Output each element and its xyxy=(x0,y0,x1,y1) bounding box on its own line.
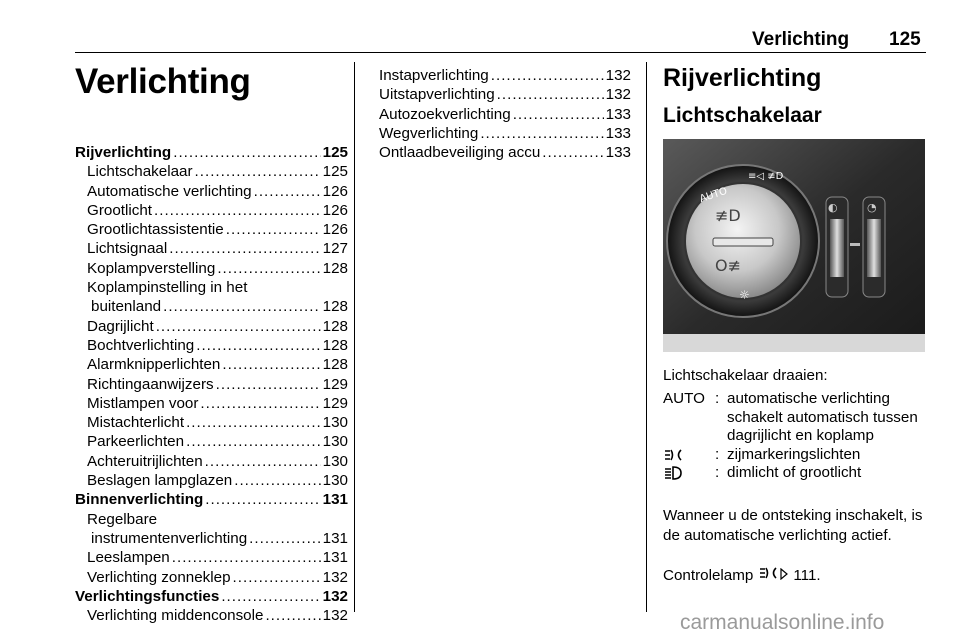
toc-entry-label: Koplampinstelling in het xyxy=(87,279,248,297)
toc-entry-page: 130 xyxy=(322,433,348,451)
toc-entry-label: instrumentenverlichting xyxy=(91,529,248,547)
toc-leader-dots xyxy=(234,471,320,490)
toc-entry-page: 133 xyxy=(605,144,631,162)
toc-entry[interactable] xyxy=(75,471,348,490)
toc-entry-label: Grootlichtassistentie xyxy=(87,221,224,239)
toc-entry-page: 132 xyxy=(322,607,348,625)
toc-entry[interactable] xyxy=(75,355,348,374)
headlight-icon xyxy=(663,464,715,483)
definition-term: AUTO xyxy=(663,390,705,407)
toc-entry-page: 130 xyxy=(322,472,348,490)
toc-entry-page: 128 xyxy=(322,298,348,316)
page-number: 125 xyxy=(889,29,921,50)
toc-leader-dots xyxy=(186,413,321,432)
toc-column-2 xyxy=(379,66,631,162)
toc-entry-page: 133 xyxy=(605,124,631,142)
toc-leader-dots xyxy=(222,355,320,374)
toc-entry[interactable] xyxy=(379,124,631,143)
definition-row xyxy=(663,446,925,465)
side-light-icon xyxy=(663,446,715,465)
toc-leader-dots xyxy=(200,394,320,413)
toc-entry-page: 129 xyxy=(322,394,348,412)
toc-entry-label: Mistlampen voor xyxy=(87,394,199,412)
toc-entry-label: Verlichtingsfuncties xyxy=(75,587,220,605)
toc-entry-label: Richtingaanwijzers xyxy=(87,375,214,393)
toc-entry-page: 132 xyxy=(322,587,348,605)
column-divider xyxy=(354,62,355,612)
toc-entry[interactable] xyxy=(75,182,348,201)
toc-leader-dots xyxy=(163,297,321,316)
toc-entry[interactable] xyxy=(75,259,348,278)
toc-entry-label: Lichtschakelaar xyxy=(87,163,193,181)
toc-leader-dots xyxy=(196,336,320,355)
toc-entry-label: Lichtsignaal xyxy=(87,240,168,258)
toc-leader-dots xyxy=(233,568,321,587)
toc-entry-page: 126 xyxy=(322,182,348,200)
toc-leader-dots xyxy=(491,66,604,85)
watermark: carmanualsonline.info xyxy=(680,611,885,634)
toc-entry-label: Bochtverlichting xyxy=(87,336,195,354)
toc-entry[interactable] xyxy=(75,297,348,316)
column-divider xyxy=(646,62,647,612)
toc-entry-label: Verlichting zonneklep xyxy=(87,568,231,586)
toc-entry[interactable] xyxy=(75,278,348,297)
toc-entry-page: 131 xyxy=(322,491,348,509)
toc-entry-page: 125 xyxy=(322,163,348,181)
header-rule xyxy=(75,52,926,53)
toc-column-1 xyxy=(75,143,348,625)
toc-entry[interactable] xyxy=(75,220,348,239)
toc-entry[interactable] xyxy=(75,432,348,451)
chapter-title: Verlichting xyxy=(75,62,251,101)
toc-entry-page: 130 xyxy=(322,414,348,432)
toc-leader-dots xyxy=(221,587,320,606)
toc-leader-dots xyxy=(172,548,321,567)
toc-entry-page: 126 xyxy=(322,201,348,219)
toc-leader-dots xyxy=(254,182,321,201)
toc-entry[interactable] xyxy=(75,162,348,181)
toc-leader-dots xyxy=(226,220,321,239)
switch-position-list xyxy=(663,390,925,483)
toc-entry[interactable] xyxy=(75,510,348,529)
toc-entry-label: Grootlicht xyxy=(87,201,152,219)
svg-text:O≢: O≢ xyxy=(715,256,741,275)
toc-entry-page: 126 xyxy=(322,221,348,239)
toc-entry[interactable] xyxy=(75,548,348,567)
intro-text: Lichtschakelaar draaien: xyxy=(663,367,828,384)
toc-leader-dots xyxy=(156,317,321,336)
toc-entry-page: 132 xyxy=(605,86,631,104)
toc-leader-dots xyxy=(480,124,603,143)
toc-entry[interactable] xyxy=(75,239,348,258)
toc-leader-dots xyxy=(513,105,604,124)
toc-entry[interactable] xyxy=(75,452,348,471)
toc-entry-page: 132 xyxy=(322,568,348,586)
toc-entry-page: 129 xyxy=(322,375,348,393)
toc-entry-label: Regelbare xyxy=(87,510,158,528)
toc-entry[interactable] xyxy=(75,529,348,548)
toc-leader-dots xyxy=(186,432,321,451)
toc-entry-page: 128 xyxy=(322,336,348,354)
toc-entry[interactable] xyxy=(379,85,631,104)
svg-text:☼: ☼ xyxy=(739,288,750,302)
toc-leader-dots xyxy=(265,606,320,625)
definition-row xyxy=(663,390,925,446)
definition-colon: : xyxy=(715,464,720,482)
toc-entry-label: Dagrijlicht xyxy=(87,317,154,335)
toc-entry[interactable] xyxy=(75,413,348,432)
toc-entry[interactable] xyxy=(75,587,348,606)
toc-entry-label: Instapverlichting xyxy=(379,67,489,84)
definition-description: zijmarkeringslichten xyxy=(727,445,861,463)
toc-leader-dots xyxy=(169,239,320,258)
toc-leader-dots xyxy=(542,143,603,162)
toc-entry-label: Autozoekverlichting xyxy=(379,105,511,123)
svg-text:≢D: ≢D xyxy=(715,206,741,225)
toc-entry-label: buitenland xyxy=(91,298,162,316)
toc-entry-page: 133 xyxy=(605,105,631,123)
svg-text:≡◁ ≢D: ≡◁ ≢D xyxy=(748,171,784,182)
svg-text:◔: ◔ xyxy=(867,201,877,214)
toc-entry[interactable] xyxy=(75,606,348,625)
side-light-icon xyxy=(758,566,778,586)
toc-leader-dots xyxy=(195,162,321,181)
page-reference[interactable]: 111. xyxy=(793,567,821,584)
toc-entry-label: Automatische verlichting xyxy=(87,182,252,200)
definition-description: automatische verlichting schakelt automatisch tussen dagrijlicht en koplamp xyxy=(727,390,918,445)
toc-entry-label: Binnenverlichting xyxy=(75,491,204,509)
toc-leader-dots xyxy=(217,259,320,278)
toc-entry[interactable] xyxy=(75,201,348,220)
toc-entry[interactable] xyxy=(75,143,348,162)
svg-text:◐: ◐ xyxy=(828,201,838,214)
toc-entry[interactable] xyxy=(379,66,631,85)
toc-entry-page: 128 xyxy=(322,317,348,335)
toc-entry-page: 132 xyxy=(605,67,631,84)
toc-entry-page: 128 xyxy=(322,356,348,374)
toc-entry-label: Beslagen lampglazen xyxy=(87,472,233,490)
toc-entry[interactable] xyxy=(379,105,631,124)
toc-entry[interactable] xyxy=(75,394,348,413)
toc-entry-label: Alarmknipperlichten xyxy=(87,356,221,374)
toc-entry-page: 131 xyxy=(322,549,348,567)
toc-entry-label: Uitstapverlichting xyxy=(379,86,495,104)
toc-entry-label: Ontlaadbeveiliging accu xyxy=(379,144,541,162)
toc-entry-page: 128 xyxy=(322,259,348,277)
toc-entry-page: 130 xyxy=(322,452,348,470)
toc-leader-dots xyxy=(205,490,320,509)
definition-colon: : xyxy=(715,390,720,407)
toc-entry-label: Verlichting middenconsole xyxy=(87,607,264,625)
subsection-title: Lichtschakelaar xyxy=(663,104,822,127)
toc-leader-dots xyxy=(497,85,604,104)
indicator-label: Controlelamp xyxy=(663,567,754,584)
toc-entry[interactable] xyxy=(75,568,348,587)
toc-entry[interactable] xyxy=(75,317,348,336)
toc-entry-page: 127 xyxy=(322,240,348,258)
paragraph-auto-light: Wanneer u de ontsteking inschakelt, is de automatische verlichting actief. xyxy=(663,507,923,544)
toc-entry-page: 125 xyxy=(322,144,348,161)
toc-entry[interactable] xyxy=(379,143,631,162)
light-switch-photo xyxy=(663,139,925,352)
toc-entry[interactable] xyxy=(75,375,348,394)
definition-colon: : xyxy=(715,445,720,463)
toc-entry-label: Rijverlichting xyxy=(75,144,172,161)
toc-entry-page: 131 xyxy=(322,529,348,547)
toc-entry-label: Mistachterlicht xyxy=(87,414,185,432)
definition-description: dimlicht of grootlicht xyxy=(727,464,862,482)
toc-entry[interactable] xyxy=(75,490,348,509)
definition-row xyxy=(663,464,925,483)
toc-leader-dots xyxy=(173,143,320,162)
toc-leader-dots xyxy=(205,452,321,471)
paragraph-indicator xyxy=(663,566,821,586)
reference-arrow-icon xyxy=(780,566,788,586)
toc-leader-dots xyxy=(154,201,321,220)
toc-entry-label: Koplampverstelling xyxy=(87,259,216,277)
toc-leader-dots xyxy=(249,529,320,548)
toc-entry-label: Achteruitrijlichten xyxy=(87,452,203,470)
toc-entry-label: Wegverlichting xyxy=(379,124,479,142)
toc-entry-label: Leeslampen xyxy=(87,549,170,567)
toc-entry[interactable] xyxy=(75,336,348,355)
section-title: Rijverlichting xyxy=(663,64,822,92)
toc-entry-label: Parkeerlichten xyxy=(87,433,185,451)
toc-leader-dots xyxy=(216,375,321,394)
svg-text:AUTO: AUTO xyxy=(698,185,729,205)
running-title: Verlichting xyxy=(752,29,850,50)
